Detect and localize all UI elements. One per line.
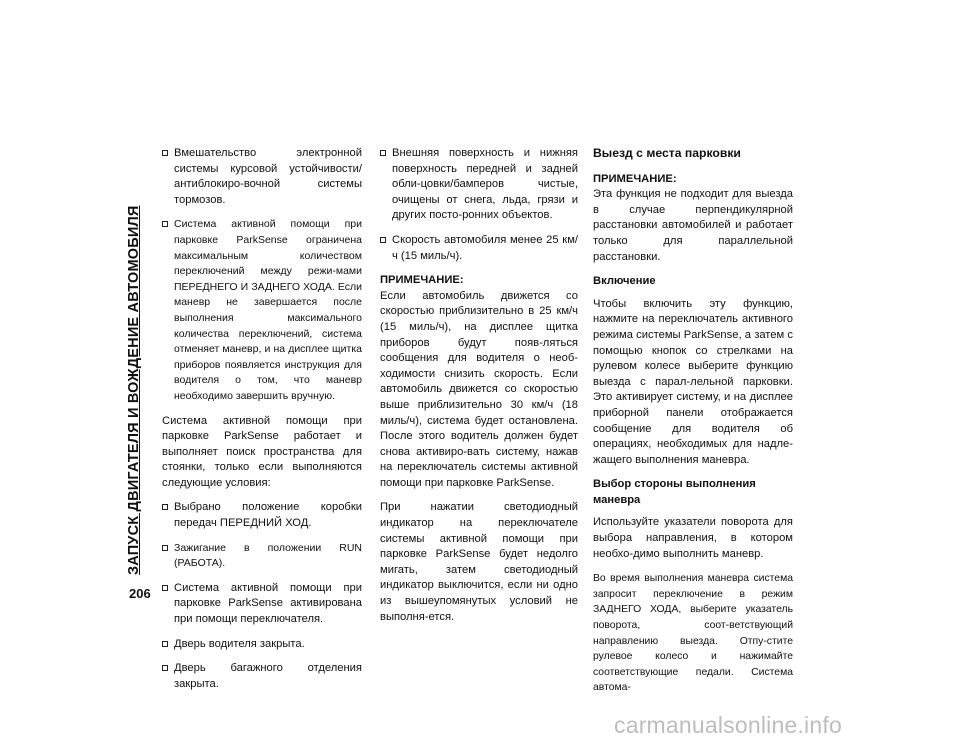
- note-text: Эта функция не подходит для выезда в случае перпендикулярной расстановки автомобилей и работает только для параллельной расстановки.: [593, 188, 793, 263]
- list-item: Скорость автомобиля менее 25 км/ч (15 миль/ч).: [380, 233, 578, 264]
- checkbox-bullet-icon: [162, 545, 168, 551]
- paragraph: Чтобы включить эту функцию, нажмите на переключатель активного режима системы ParkSense, а затем с помощью кнопок со стрелками на рулевом колесе выберите функцию выезда с парал-лельной парковки. Это активирует систему, и на дисплее приборной панели отображается сообщение для водителя об операциях, необходимых для надле-жащего выполнения маневра.: [593, 297, 793, 466]
- note-heading: ПРИМЕЧАНИЕ:: [380, 274, 464, 287]
- list-item: Дверь водителя закрыта.: [162, 637, 362, 653]
- section-heading: Выезд с места парковки: [593, 146, 741, 160]
- chapter-side-title: [126, 175, 146, 575]
- checkbox-bullet-icon: [162, 585, 168, 591]
- paragraph: При нажатии светодиодный индикатор на переключателе системы активной помощи при парковке ParkSense будет недолго мигать, затем светодиодный индикатор выключится, если ни одно из вышеупомянутых условий не выполня-ется.: [380, 501, 578, 623]
- checkbox-bullet-icon: [380, 237, 386, 243]
- list-item: Система активной помощи при парковке ParkSense активирована при помощи переключателя.: [162, 581, 362, 628]
- page-number: 206: [129, 586, 151, 601]
- paragraph: Система активной помощи при парковке ParkSense работает и выполняет поиск пространства для стоянки, только если выполняются следующие условия:: [162, 414, 362, 489]
- subsection-heading: Включение: [593, 275, 656, 288]
- list-item: Вмешательство электронной системы курсовой устойчивости/антиблокиро-вочной системы тормозов.: [162, 146, 362, 208]
- list-item: Дверь багажного отделения закрыта.: [162, 661, 362, 692]
- checkbox-bullet-icon: [162, 504, 168, 510]
- list-item: Система активной помощи при парковке ParkSense ограничена максимальным количеством переключений между режи-мами ПЕРЕДНЕГО И ЗАДНЕГО ХОДА. Если маневр не завершается после выполнения максимального количества переключений, система отменяет маневр, и на дисплее щитка приборов появляется инструкция для водителя о том, что маневр необходимо завершить вручную.: [162, 217, 362, 404]
- subsection-heading: Выбор стороны выполнения маневра: [593, 478, 756, 506]
- chapter-side-title-text: ЗАПУСК ДВИГАТЕЛЯ И ВОЖДЕНИЕ АВТОМОБИЛЯ: [126, 205, 142, 575]
- checkbox-bullet-icon: [162, 641, 168, 647]
- note-heading: ПРИМЕЧАНИЕ:: [593, 172, 677, 185]
- checkbox-bullet-icon: [162, 221, 168, 227]
- column-2: [380, 146, 578, 634]
- watermark: carmanualsonline.info: [614, 712, 842, 738]
- column-1: [162, 146, 362, 701]
- list-item: Выбрано положение коробки передач ПЕРЕДНИЙ ХОД.: [162, 500, 362, 531]
- checkbox-bullet-icon: [380, 150, 386, 156]
- note-text: Если автомобиль движется со скоростью приблизительно в 25 км/ч (15 миль/ч), на дисплее щитка приборов будут появ-ляться сообщения для водителя о необ-ходимости снизить скорость. Если автомобиль движется со скоростью выше приблизительно 30 км/ч (18 миль/ч), система будет остановлена. После этого водитель должен будет снова активиро-вать систему, нажав на переключатель системы активной помощи при парковке ParkSense.: [380, 289, 578, 489]
- list-item: Внешняя поверхность и нижняя поверхность передней и задней обли-цовки/бамперов чистые, очищены от снега, льда, грязи и других посто-ронних объектов.: [380, 146, 578, 224]
- checkbox-bullet-icon: [162, 665, 168, 671]
- list-item: Зажигание в положении RUN (РАБОТА).: [162, 541, 362, 572]
- checkbox-bullet-icon: [162, 150, 168, 156]
- paragraph: Используйте указатели поворота для выбора направления, в котором необхо-димо выполнить маневр.: [593, 516, 793, 560]
- paragraph: Во время выполнения маневра система запросит переключение в режим ЗАДНЕГО ХОДА, выберите указатель поворота, соот-ветствующий направлению выезда. Отпу-стите рулевое колесо и нажимайте соответствующие педали. Система автома-: [593, 573, 793, 694]
- column-3: [593, 146, 793, 705]
